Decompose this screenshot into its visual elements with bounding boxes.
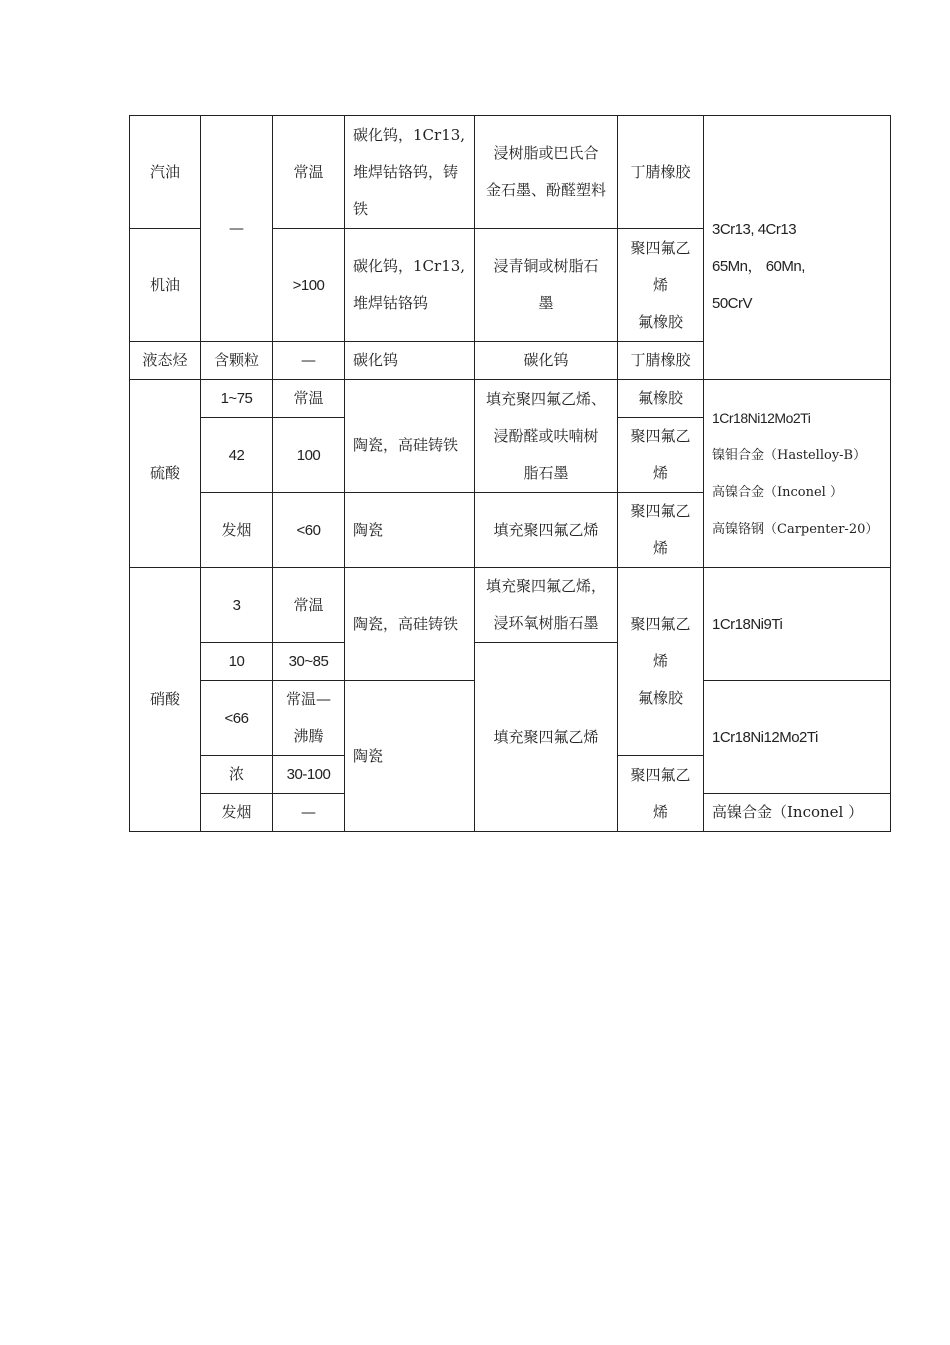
seal-face-cell: 陶瓷，高硅铸铁 xyxy=(345,568,475,681)
text-line: 高镍合金（Inconel ） xyxy=(712,484,843,500)
aux-seal-cell: 氟橡胶 xyxy=(618,380,704,418)
temperature-cell: 常温 xyxy=(273,380,345,418)
table-row xyxy=(130,116,891,229)
text-line: 浸青铜或树脂石 xyxy=(493,257,599,275)
metal-cell: 1Cr18Ni9Ti xyxy=(704,568,891,681)
text-line: 墨 xyxy=(538,294,554,312)
temperature-cell: — xyxy=(273,342,345,380)
temperature-cell: — xyxy=(273,794,345,832)
temperature-cell: 30~85 xyxy=(273,643,345,681)
text-line: 3Cr13, 4Cr13 xyxy=(712,221,797,238)
seal-face-cell: 陶瓷 xyxy=(345,681,475,832)
mating-face-cell: 碳化钨 xyxy=(475,342,618,380)
metal-cell: 1Cr18Ni12Mo2Ti xyxy=(704,681,891,794)
concentration-cell: 浓 xyxy=(201,756,273,794)
text-line: 1Cr18Ni12Mo2Ti xyxy=(712,409,811,426)
text-line: 烯 xyxy=(652,464,668,482)
medium-cell: 液态烃 xyxy=(130,342,201,380)
text-line: 脂石墨 xyxy=(523,463,569,482)
text-line: 65Mn， 60Mn, xyxy=(712,258,805,275)
text-line: 聚四氟乙 xyxy=(630,427,691,445)
text-line: 聚四氟乙 xyxy=(630,615,691,633)
text-line: 金石墨、酚醛塑料 xyxy=(485,181,606,199)
text-line: 浸酚醛或呋喃树 xyxy=(493,426,599,445)
temperature-cell: 100 xyxy=(273,418,345,493)
temperature-cell xyxy=(273,681,345,756)
aux-seal-cell xyxy=(618,568,704,756)
seal-face-cell: 陶瓷，高硅铸铁 xyxy=(345,380,475,493)
temperature-cell: 常温 xyxy=(273,568,345,643)
concentration-cell: 发烟 xyxy=(201,493,273,568)
mating-face-cell xyxy=(475,568,618,643)
text-line: 烯 xyxy=(652,652,668,670)
table-row xyxy=(130,380,891,418)
text-line: 常温— xyxy=(285,690,331,708)
seal-face-cell xyxy=(345,116,475,229)
aux-seal-cell xyxy=(618,493,704,568)
seal-face-cell: 陶瓷 xyxy=(345,493,475,568)
aux-seal-cell xyxy=(618,229,704,342)
seal-face-cell xyxy=(345,229,475,342)
medium-cell: 汽油 xyxy=(130,116,201,229)
text-line: 烯 xyxy=(652,539,668,557)
concentration-cell: 含颗粒 xyxy=(201,342,273,380)
temperature-cell: 常温 xyxy=(273,116,345,229)
aux-seal-cell: 丁腈橡胶 xyxy=(618,342,704,380)
text-line: 堆焊钴铬钨，铸 xyxy=(353,162,459,181)
medium-cell: 硝酸 xyxy=(130,568,201,832)
concentration-cell: 发烟 xyxy=(201,794,273,832)
temperature-cell: >100 xyxy=(273,229,345,342)
text-line: 堆焊钴铬钨 xyxy=(353,294,429,312)
text-line: 填充聚四氟乙烯， xyxy=(485,577,606,595)
text-line: 烯 xyxy=(652,275,668,294)
text-line: 氟橡胶 xyxy=(637,689,683,707)
text-line: 氟橡胶 xyxy=(637,312,683,331)
text-line: 浸环氧树脂石墨 xyxy=(493,614,599,632)
metal-cell xyxy=(704,116,891,380)
table-row xyxy=(130,568,891,643)
text-line: 碳化钨，1Cr13, xyxy=(353,125,466,144)
concentration-cell: <66 xyxy=(201,681,273,756)
aux-seal-cell: 丁腈橡胶 xyxy=(618,116,704,229)
concentration-cell: 10 xyxy=(201,643,273,681)
concentration-cell: 42 xyxy=(201,418,273,493)
text-line: 聚四氟乙 xyxy=(630,502,691,520)
mating-face-cell xyxy=(475,229,618,342)
text-line: 烯 xyxy=(652,802,668,821)
text-line: 浸树脂或巴氏合 xyxy=(493,144,599,162)
metal-cell xyxy=(704,380,891,568)
text-line: 聚四氟乙 xyxy=(630,765,691,784)
text-line: 填充聚四氟乙烯、 xyxy=(485,389,606,408)
aux-seal-cell xyxy=(618,418,704,493)
temperature-cell: 30-100 xyxy=(273,756,345,794)
metal-cell: 高镍合金（Inconel ） xyxy=(704,794,891,832)
aux-seal-cell xyxy=(618,756,704,832)
text-line: 高镍铬钢（Carpenter-20） xyxy=(712,521,879,537)
mating-face-cell xyxy=(475,380,618,493)
concentration-cell: 1~75 xyxy=(201,380,273,418)
temperature-cell: <60 xyxy=(273,493,345,568)
text-line: 碳化钨，1Cr13, xyxy=(353,257,466,275)
text-line: 镍钼合金（Hastelloy-B） xyxy=(712,447,867,463)
mating-face-cell: 填充聚四氟乙烯 xyxy=(475,643,618,832)
concentration-cell: — xyxy=(201,116,273,342)
seal-face-cell: 碳化钨 xyxy=(345,342,475,380)
text-line: 50CrV xyxy=(712,295,753,312)
text-line: 铁 xyxy=(353,199,369,218)
text-line: 沸腾 xyxy=(293,727,324,745)
medium-cell: 机油 xyxy=(130,229,201,342)
materials-table xyxy=(129,115,891,832)
mating-face-cell xyxy=(475,116,618,229)
medium-cell: 硫酸 xyxy=(130,380,201,568)
mating-face-cell: 填充聚四氟乙烯 xyxy=(475,493,618,568)
concentration-cell: 3 xyxy=(201,568,273,643)
text-line: 聚四氟乙 xyxy=(630,238,691,257)
